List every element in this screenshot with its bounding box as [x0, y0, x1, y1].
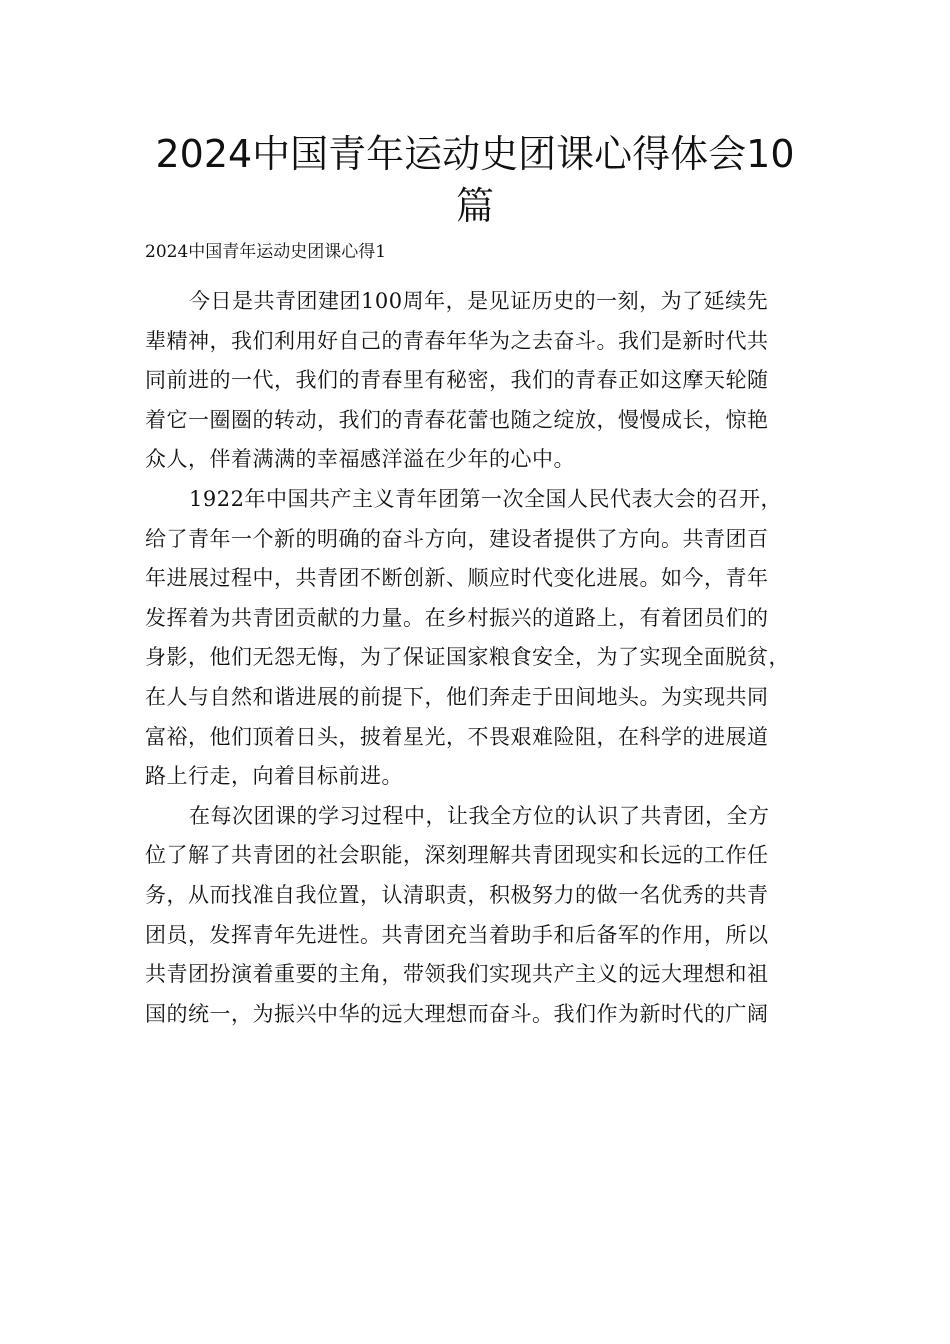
paragraph-2 — [145, 480, 835, 797]
paragraph-line: 团员，发挥青年先进性。共青团充当着助手和后备军的作用，所以 — [145, 922, 769, 947]
document-title — [120, 128, 830, 232]
paragraph-line: 共青团扮演着重要的主角，带领我们实现共产主义的远大理想和祖 — [145, 962, 769, 987]
paragraph-line: 务，从而找准自我位置，认清职责，积极努力的做一名优秀的共青 — [145, 882, 769, 907]
paragraph-line: 众人，伴着满满的幸福感洋溢在少年的心中。 — [145, 447, 575, 472]
paragraph-line: 辈精神，我们利用好自己的青春年华为之去奋斗。我们是新时代共 — [145, 328, 769, 353]
paragraph-line: 发挥着为共青团贡献的力量。在乡村振兴的道路上，有着团员们的 — [145, 605, 769, 630]
paragraph-line: 在每次团课的学习过程中，让我全方位的认识了共青团，全方 — [189, 803, 770, 828]
paragraph-line: 着它一圈圈的转动，我们的青春花蕾也随之绽放，慢慢成长，惊艳 — [145, 407, 769, 432]
paragraph-line: 今日是共青团建团100周年，是见证历史的一刻，为了延续先 — [189, 289, 769, 313]
title-line-2: 篇 — [455, 184, 494, 228]
paragraph-line: 路上行走，向着目标前进。 — [145, 764, 403, 789]
paragraph-line: 1922年中国共产主义青年团第一次全国人民代表大会的召开， — [189, 486, 782, 511]
section-heading: 2024中国青年运动史团课心得1 — [145, 242, 387, 262]
paragraph-line: 同前进的一代，我们的青春里有秘密，我们的青春正如这摩天轮随 — [145, 368, 769, 393]
paragraph-line: 身影，他们无怨无悔，为了保证国家粮食安全，为了实现全面脱贫， — [145, 645, 790, 670]
paragraph-3 — [145, 797, 835, 1035]
title-line-1: 2024中国青年运动史团课心得体会10 — [155, 132, 795, 176]
paragraph-line: 在人与自然和谐进展的前提下，他们奔走于田间地头。为实现共同 — [145, 684, 769, 709]
paragraph-line: 位了解了共青团的社会职能，深刻理解共青团现实和长远的工作任 — [145, 843, 769, 868]
paragraph-line: 富裕，他们顶着日头，披着星光，不畏艰难险阻，在科学的进展道 — [145, 724, 769, 749]
paragraph-1 — [145, 282, 835, 480]
body-text — [145, 282, 835, 1034]
paragraph-line: 国的统一，为振兴中华的远大理想而奋斗。我们作为新时代的广阔 — [145, 1001, 769, 1026]
paragraph-line: 年进展过程中，共青团不断创新、顺应时代变化进展。如今，青年 — [145, 566, 769, 591]
paragraph-line: 给了青年一个新的明确的奋斗方向，建设者提供了方向。共青团百 — [145, 526, 769, 551]
